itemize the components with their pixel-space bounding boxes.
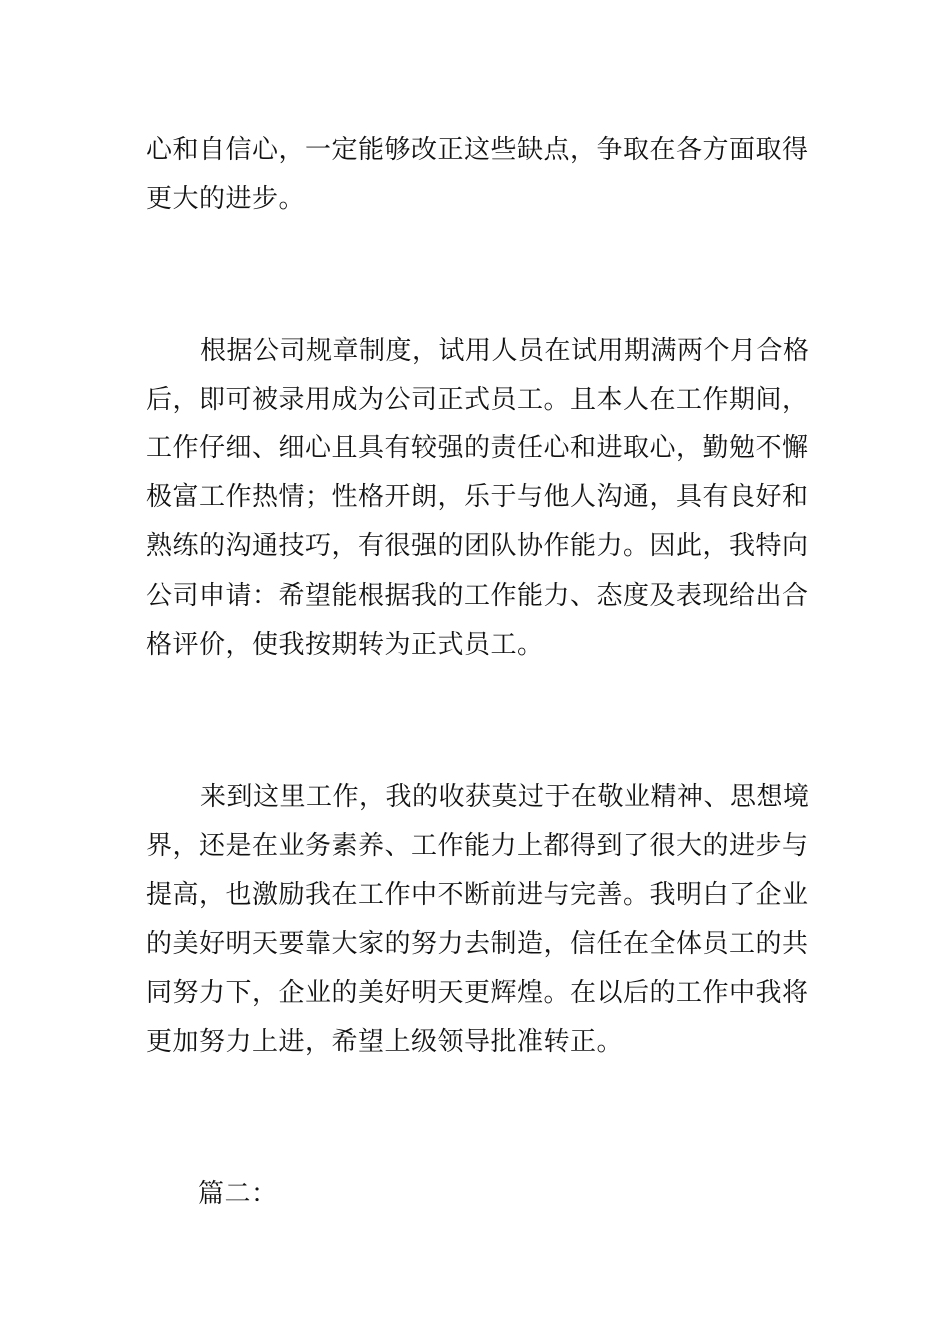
section-heading: 篇二： [198, 1179, 278, 1209]
paragraph-2-line-6: 公司申请：希望能根据我的工作能力、态度及表现给出合 [146, 581, 809, 611]
paragraph-3-line-1: 来到这里工作，我的收获莫过于在敬业精神、思想境 [200, 782, 810, 812]
paragraph-2-line-5: 熟练的沟通技巧，有很强的团队协作能力。因此，我特向 [146, 531, 809, 561]
paragraph-2-line-7: 格评价，使我按期转为正式员工。 [146, 630, 544, 660]
paragraph-1-line-2: 更大的进步。 [146, 184, 306, 214]
paragraph-2-line-3: 工作仔细、细心且具有较强的责任心和进取心，勤勉不懈 [146, 433, 809, 463]
paragraph-3-line-4: 的美好明天要靠大家的努力去制造，信任在全体员工的共 [146, 929, 809, 959]
paragraph-3-line-2: 界，还是在业务素养、工作能力上都得到了很大的进步与 [146, 831, 809, 861]
paragraph-1-line-1: 心和自信心，一定能够改正这些缺点，争取在各方面取得 [146, 135, 809, 165]
paragraph-2-line-2: 后，即可被录用成为公司正式员工。且本人在工作期间， [146, 385, 809, 415]
paragraph-2-line-1: 根据公司规章制度，试用人员在试用期满两个月合格 [200, 336, 810, 366]
paragraph-3-line-3: 提高，也激励我在工作中不断前进与完善。我明白了企业 [146, 880, 809, 910]
paragraph-3-line-5: 同努力下，企业的美好明天更辉煌。在以后的工作中我将 [146, 978, 809, 1008]
paragraph-3-line-6: 更加努力上进，希望上级领导批准转正。 [146, 1027, 624, 1057]
paragraph-2-line-4: 极富工作热情；性格开朗，乐于与他人沟通，具有良好和 [146, 482, 809, 512]
